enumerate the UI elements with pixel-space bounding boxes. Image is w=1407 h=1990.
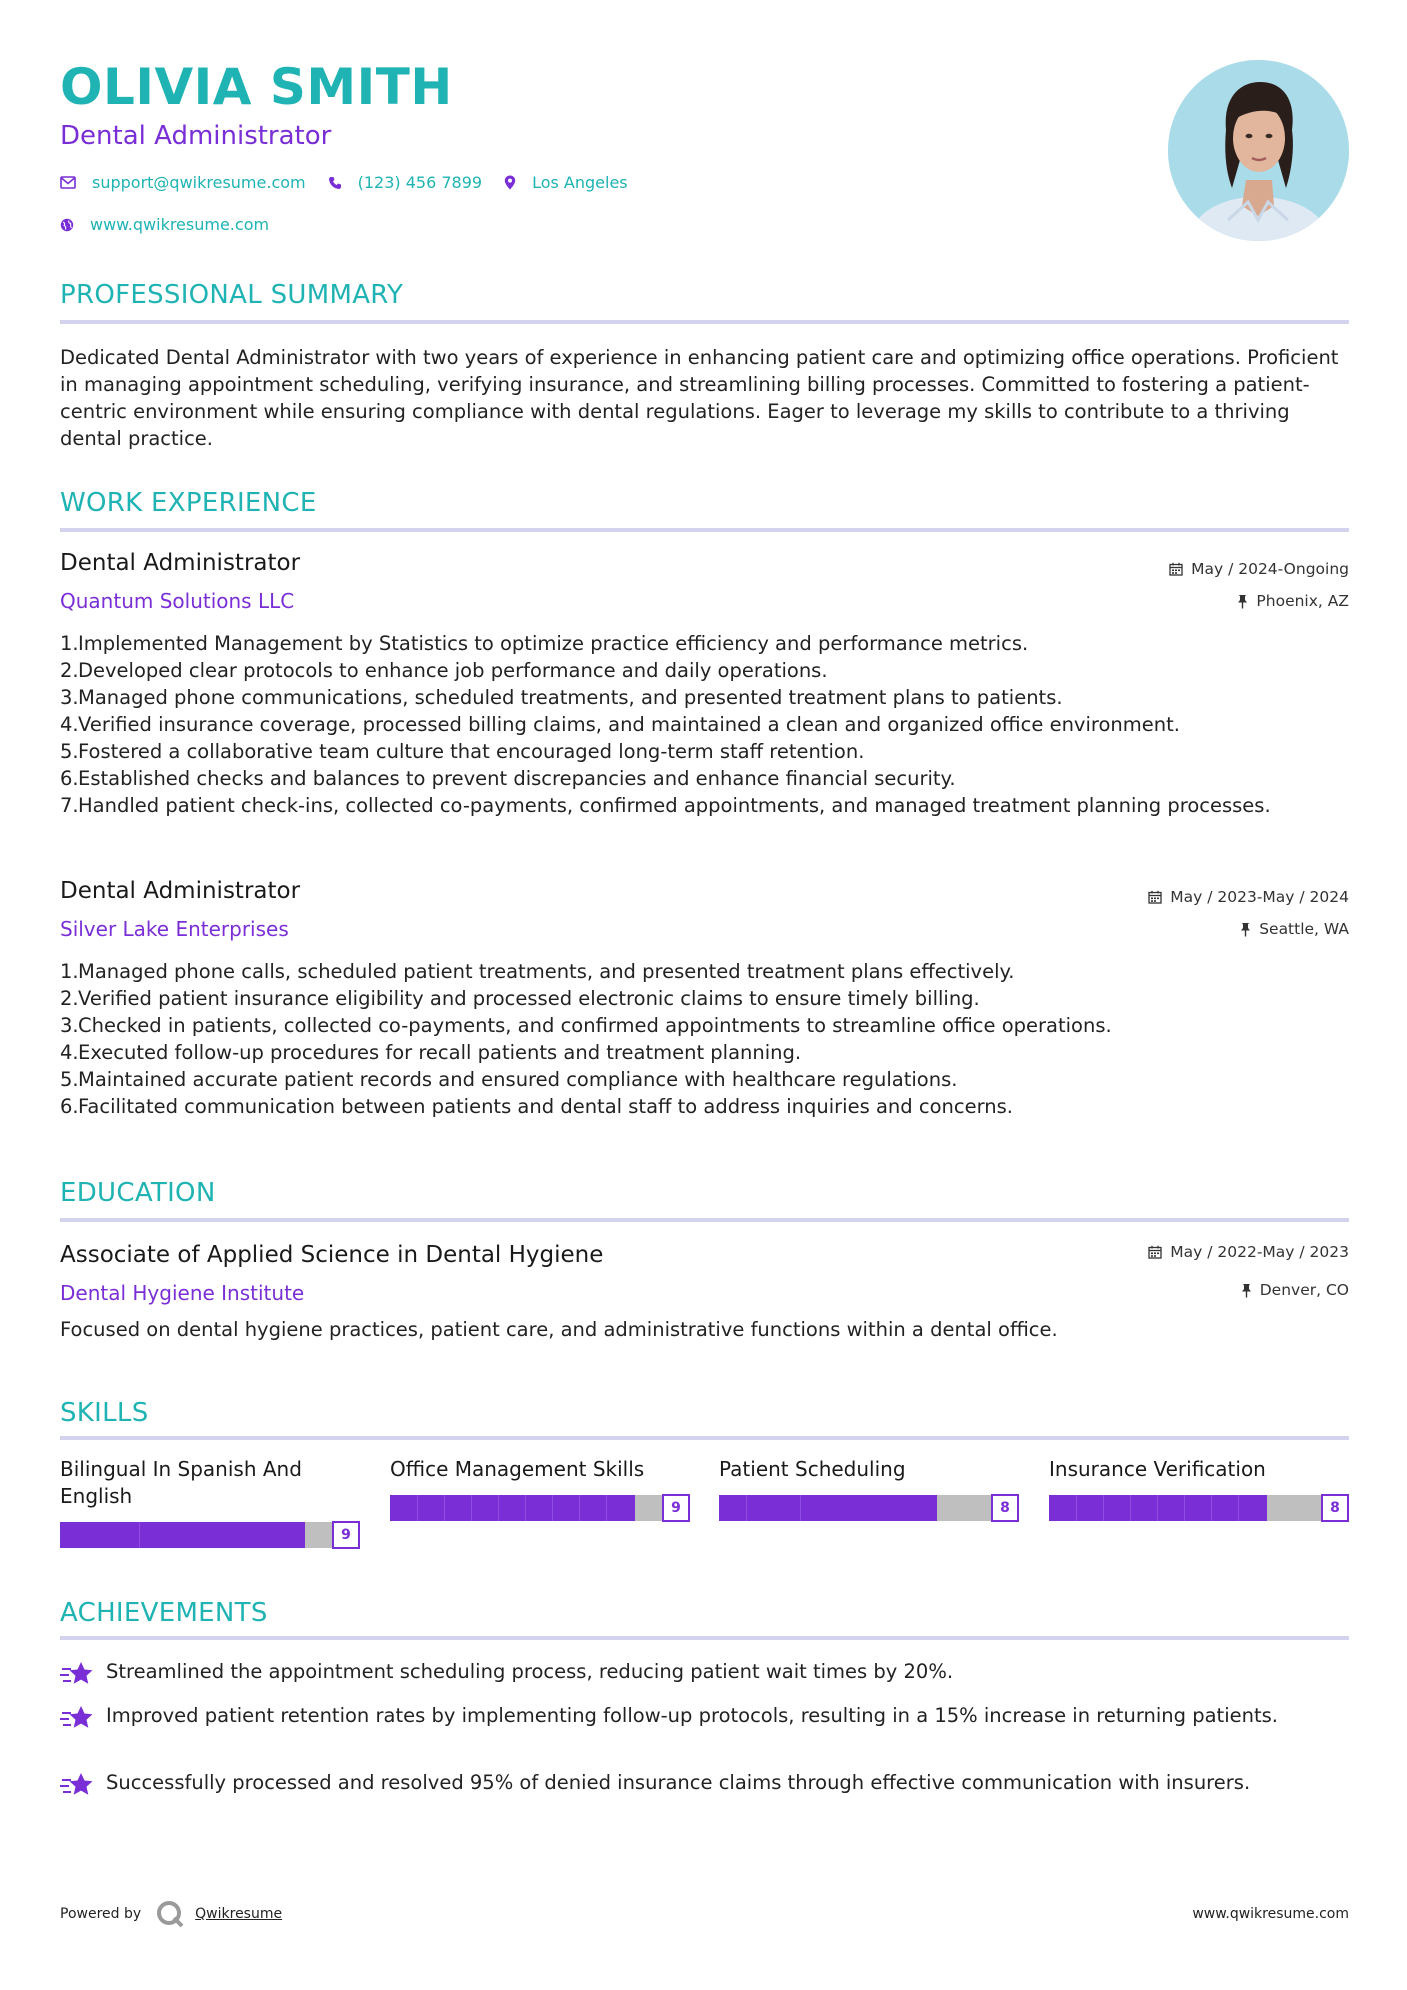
education-heading: EDUCATION [60, 1178, 216, 1208]
section-divider [60, 1636, 1349, 1640]
email-text: support@qwikresume.com [92, 173, 306, 192]
contact-website[interactable] [60, 215, 269, 234]
list-item: 3. Checked in patients, collected co-payments, and confirmed appointments to streamline office operations. [60, 1014, 1112, 1037]
achievement-item [60, 1702, 1349, 1732]
job-location-text: Seattle, WA [1259, 920, 1349, 938]
education-location [1241, 1281, 1349, 1299]
phone-icon [328, 176, 342, 190]
skill-bar [390, 1495, 690, 1521]
skill-bar-track [719, 1495, 991, 1521]
bar-segment-divider [579, 1495, 580, 1521]
list-item: 5. Fostered a collaborative team culture that encouraged long-term staff retention. [60, 740, 865, 763]
job-date-text: May / 2024-Ongoing [1191, 560, 1349, 578]
contact-row-web [60, 215, 291, 234]
skill-item [1049, 1456, 1349, 1516]
globe-icon [60, 218, 74, 232]
job-location [1237, 592, 1349, 610]
bar-segment-divider [606, 1495, 607, 1521]
list-item: 4. Executed follow-up procedures for recall patients and treatment planning. [60, 1041, 802, 1064]
list-item: 3. Managed phone communications, scheduled treatments, and presented treatment plans to patients. [60, 686, 1063, 709]
contact-phone[interactable] [328, 173, 482, 192]
calendar-icon [1169, 562, 1183, 576]
job-title: Dental Administrator [60, 878, 301, 904]
bar-segment-divider [1130, 1495, 1131, 1521]
contact-location [504, 173, 628, 192]
pushpin-icon [1237, 594, 1248, 609]
skill-score: 9 [662, 1494, 690, 1522]
bar-segment-divider [498, 1495, 499, 1521]
list-item: 1. Managed phone calls, scheduled patient treatments, and presented treatment plans effectively. [60, 960, 1015, 983]
education-location-text: Denver, CO [1259, 1281, 1349, 1299]
portrait-image [1168, 60, 1349, 241]
education-date-text: May / 2022-May / 2023 [1170, 1243, 1349, 1261]
star-icon [60, 1660, 94, 1688]
bar-segment-divider [525, 1495, 526, 1521]
skill-bar [719, 1495, 1019, 1521]
section-divider [60, 320, 1349, 324]
skill-bar-fill [60, 1522, 305, 1548]
summary-heading: PROFESSIONAL SUMMARY [60, 280, 404, 310]
skill-name: Office Management Skills [390, 1457, 645, 1481]
website-text: www.qwikresume.com [90, 215, 270, 234]
job-title: Dental Administrator [60, 550, 301, 576]
skill-bar-track [60, 1522, 332, 1548]
skill-score: 8 [1321, 1494, 1349, 1522]
map-pin-icon [504, 175, 516, 190]
skill-bar [60, 1522, 360, 1548]
list-item: 5. Maintained accurate patient records and ensured compliance with healthcare regulations. [60, 1068, 958, 1091]
skill-bar-fill [390, 1495, 635, 1521]
list-item: 2. Developed clear protocols to enhance job performance and daily operations. [60, 659, 828, 682]
bar-segment-divider [444, 1495, 445, 1521]
list-item: 7. Handled patient check-ins, collected co-payments, confirmed appointments, and managed treatment planning processes. [60, 794, 1271, 817]
star-icon [60, 1771, 94, 1799]
job-date-text: May / 2023-May / 2024 [1170, 888, 1349, 906]
achievement-text: Improved patient retention rates by implementing follow-up protocols, resulting in a 15% increase in returning patients. [106, 1704, 1278, 1727]
bar-segment-divider [746, 1495, 747, 1521]
list-item: 4. Verified insurance coverage, processed billing claims, and maintained a clean and organized office environment. [60, 713, 1180, 736]
job-date [1148, 888, 1349, 906]
bar-segment-divider [139, 1522, 140, 1548]
skills-heading: SKILLS [60, 1398, 149, 1428]
skill-name: Bilingual In Spanish And English [60, 1457, 302, 1508]
education-date [1148, 1243, 1349, 1261]
job-location [1240, 920, 1349, 938]
bar-segment-divider [1103, 1495, 1104, 1521]
candidate-title: Dental Administrator [60, 121, 332, 151]
achievement-text: Streamlined the appointment scheduling process, reducing patient wait times by 20%. [106, 1660, 954, 1683]
bar-segment-divider [1076, 1495, 1077, 1521]
phone-text: (123) 456 7899 [357, 173, 483, 192]
list-item: 2. Verified patient insurance eligibility and processed electronic claims to ensure timely billing. [60, 987, 980, 1010]
bar-segment-divider [1238, 1495, 1239, 1521]
education-description: Focused on dental hygiene practices, patient care, and administrative functions within a dental office. [60, 1318, 1058, 1341]
skill-item [60, 1456, 360, 1543]
skill-score: 8 [991, 1494, 1019, 1522]
skill-bar-track [1049, 1495, 1321, 1521]
job-date [1169, 560, 1349, 578]
list-item: 1. Implemented Management by Statistics to optimize practice efficiency and performance metrics. [60, 632, 1029, 655]
list-item: 6. Established checks and balances to prevent discrepancies and enhance financial security. [60, 767, 956, 790]
powered-by-label: Powered by [60, 1906, 142, 1922]
education-degree: Associate of Applied Science in Dental Hygiene [60, 1242, 604, 1268]
qwikresume-logo-icon [155, 1899, 185, 1929]
job-location-text: Phoenix, AZ [1256, 592, 1349, 610]
achievement-text: Successfully processed and resolved 95% of denied insurance claims through effective communication with insurers. [106, 1771, 1251, 1794]
job-company: Quantum Solutions LLC [60, 589, 295, 613]
profile-photo [1168, 60, 1349, 241]
calendar-icon [1148, 1245, 1162, 1259]
skill-name: Patient Scheduling [719, 1457, 906, 1481]
calendar-icon [1148, 890, 1162, 904]
summary-text: Dedicated Dental Administrator with two years of experience in enhancing patient care and optimizing office operations. Proficient in managing appointment scheduling, verifying insurance, and streamlining billing processes. Committed to fostering a patient-centric environment while ensuring compliance with dental regulations. Eager to leverage my skills to contribute to a thriving dental practice. [60, 346, 1339, 450]
star-icon [60, 1704, 94, 1732]
bar-segment-divider [1157, 1495, 1158, 1521]
achievement-item [60, 1658, 1349, 1688]
pushpin-icon [1240, 922, 1251, 937]
location-text: Los Angeles [532, 173, 628, 192]
skill-bar-fill [719, 1495, 937, 1521]
skill-item [390, 1456, 690, 1516]
job-bullets [60, 630, 1349, 819]
bar-segment-divider [1211, 1495, 1212, 1521]
footer-powered-by [60, 1899, 282, 1929]
contact-row [60, 173, 650, 192]
skill-bar [1049, 1495, 1349, 1521]
job-bullets [60, 958, 1349, 1120]
list-item: 6. Facilitated communication between patients and dental staff to address inquiries and concerns. [60, 1095, 1013, 1118]
section-divider [60, 1436, 1349, 1440]
skill-name: Insurance Verification [1049, 1457, 1266, 1481]
education-school: Dental Hygiene Institute [60, 1281, 305, 1305]
candidate-name: OLIVIA SMITH [60, 58, 453, 116]
skill-item [719, 1456, 1019, 1516]
bar-segment-divider [471, 1495, 472, 1521]
skill-bar-track [390, 1495, 662, 1521]
skill-score: 9 [332, 1521, 360, 1549]
achievement-item [60, 1769, 1349, 1799]
bar-segment-divider [552, 1495, 553, 1521]
section-divider [60, 528, 1349, 532]
pushpin-icon [1241, 1283, 1252, 1298]
mail-icon [60, 176, 76, 189]
contact-email[interactable] [60, 173, 306, 192]
job-company: Silver Lake Enterprises [60, 917, 289, 941]
bar-segment-divider [1184, 1495, 1185, 1521]
experience-heading: WORK EXPERIENCE [60, 488, 317, 518]
section-divider [60, 1218, 1349, 1222]
achievements-heading: ACHIEVEMENTS [60, 1598, 268, 1628]
bar-segment-divider [417, 1495, 418, 1521]
bar-segment-divider [800, 1495, 801, 1521]
brand-link[interactable]: Qwikresume [195, 1906, 283, 1922]
footer-url[interactable]: www.qwikresume.com [1192, 1906, 1349, 1922]
